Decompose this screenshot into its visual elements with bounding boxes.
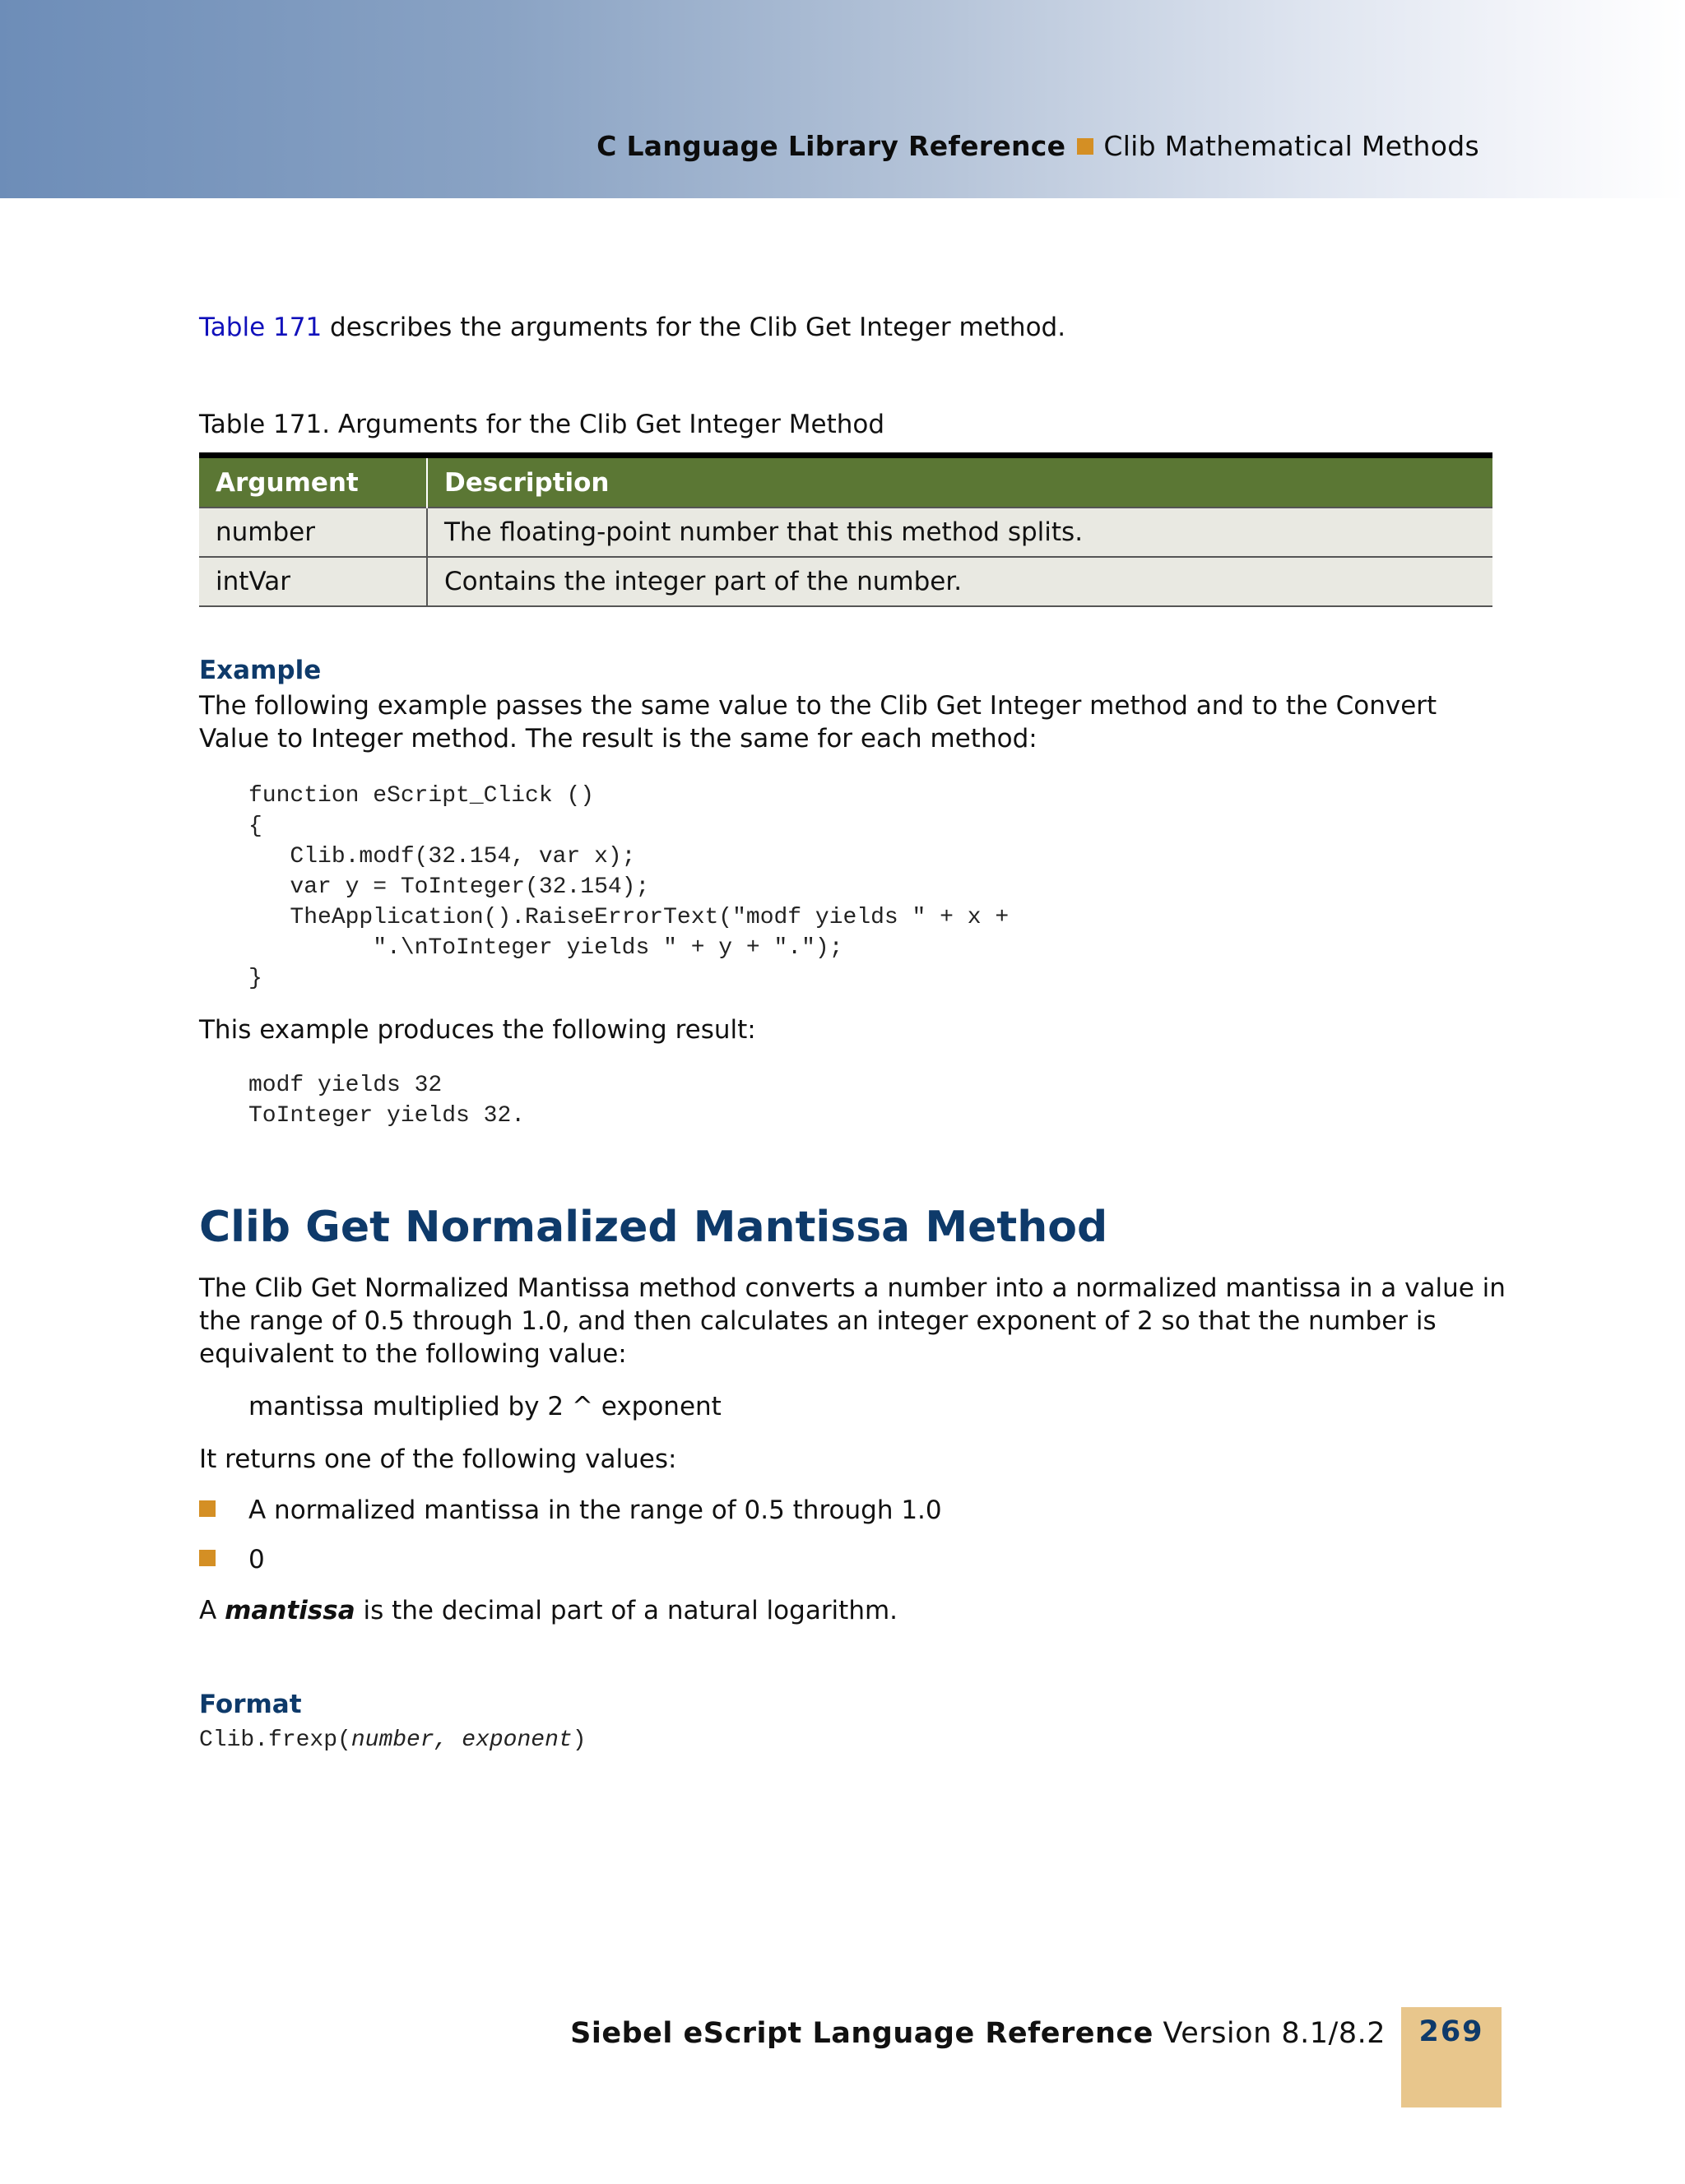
definition-term: mantissa	[225, 1596, 355, 1625]
example-heading: Example	[199, 656, 322, 685]
cell-argument: number	[199, 508, 427, 557]
definition-prefix: A	[199, 1596, 225, 1625]
table-caption: Table 171. Arguments for the Clib Get Integer Method	[199, 410, 885, 439]
header-chapter: C Language Library Reference	[596, 130, 1066, 162]
format-suffix: )	[572, 1727, 587, 1753]
header-argument: Argument	[199, 456, 427, 508]
format-args: number, exponent	[350, 1727, 573, 1753]
footer-title	[570, 2017, 1386, 2050]
page-number-tab	[1401, 2007, 1502, 2107]
list-item-text: 0	[248, 1545, 265, 1574]
footer-version: Version 8.1/8.2	[1153, 2017, 1386, 2050]
cell-description: The floating-point number that this method splits.	[427, 508, 1492, 557]
intro-text: describes the arguments for the Clib Get Integer method.	[322, 313, 1066, 342]
table-link[interactable]: Table 171	[199, 313, 323, 342]
result-code-block: modf yields 32 ToInteger yields 32.	[248, 1073, 526, 1129]
definition-suffix: is the decimal part of a natural logarithm.	[355, 1596, 898, 1625]
bullet-square	[199, 1500, 216, 1517]
format-syntax	[199, 1727, 587, 1753]
running-header	[596, 130, 1479, 162]
list-item-text: A normalized mantissa in the range of 0.5 through 1.0	[248, 1495, 942, 1525]
page-header-band	[0, 0, 1685, 198]
header-section: Clib Mathematical Methods	[1103, 130, 1479, 162]
example-code-block: function eScript_Click () { Clib.modf(32.154, var x); var y = ToInteger(32.154); TheApplication().RaiseErrorText("modf yields " + x + ".\nToInteger yields " + y + "."); }	[248, 783, 1010, 991]
example-text: The following example passes the same value to the Clib Get Integer method and to the Convert Value to Integer method. The result is the same for each method:	[199, 691, 1437, 754]
result-intro: This example produces the following result:	[199, 1015, 756, 1045]
list-item	[199, 1545, 265, 1574]
intro-paragraph	[199, 311, 1065, 344]
table-row	[199, 557, 1492, 606]
cell-description: Contains the integer part of the number.	[427, 557, 1492, 606]
arguments-table	[199, 452, 1492, 607]
page-number: 269	[1418, 2015, 1484, 2048]
formula-text: mantissa multiplied by 2 ^ exponent	[248, 1392, 722, 1421]
section-description: The Clib Get Normalized Mantissa method converts a number into a normalized mantissa in a value in the range of 0.5 through 1.0, and then calculates an integer exponent of 2 so that the number is equivalent to the following value:	[199, 1273, 1506, 1369]
header-description: Description	[427, 456, 1492, 508]
section-title: Clib Get Normalized Mantissa Method	[199, 1203, 1108, 1252]
table-header-row	[199, 456, 1492, 508]
format-prefix: Clib.frexp(	[199, 1727, 351, 1753]
definition-paragraph	[199, 1594, 898, 1627]
cell-argument: intVar	[199, 557, 427, 606]
format-heading: Format	[199, 1690, 302, 1719]
bullet-square	[199, 1550, 216, 1566]
list-item	[199, 1495, 942, 1525]
returns-intro: It returns one of the following values:	[199, 1444, 677, 1474]
footer-book-title: Siebel eScript Language Reference	[570, 2017, 1154, 2050]
header-square-bullet	[1077, 138, 1093, 155]
table-row	[199, 508, 1492, 557]
